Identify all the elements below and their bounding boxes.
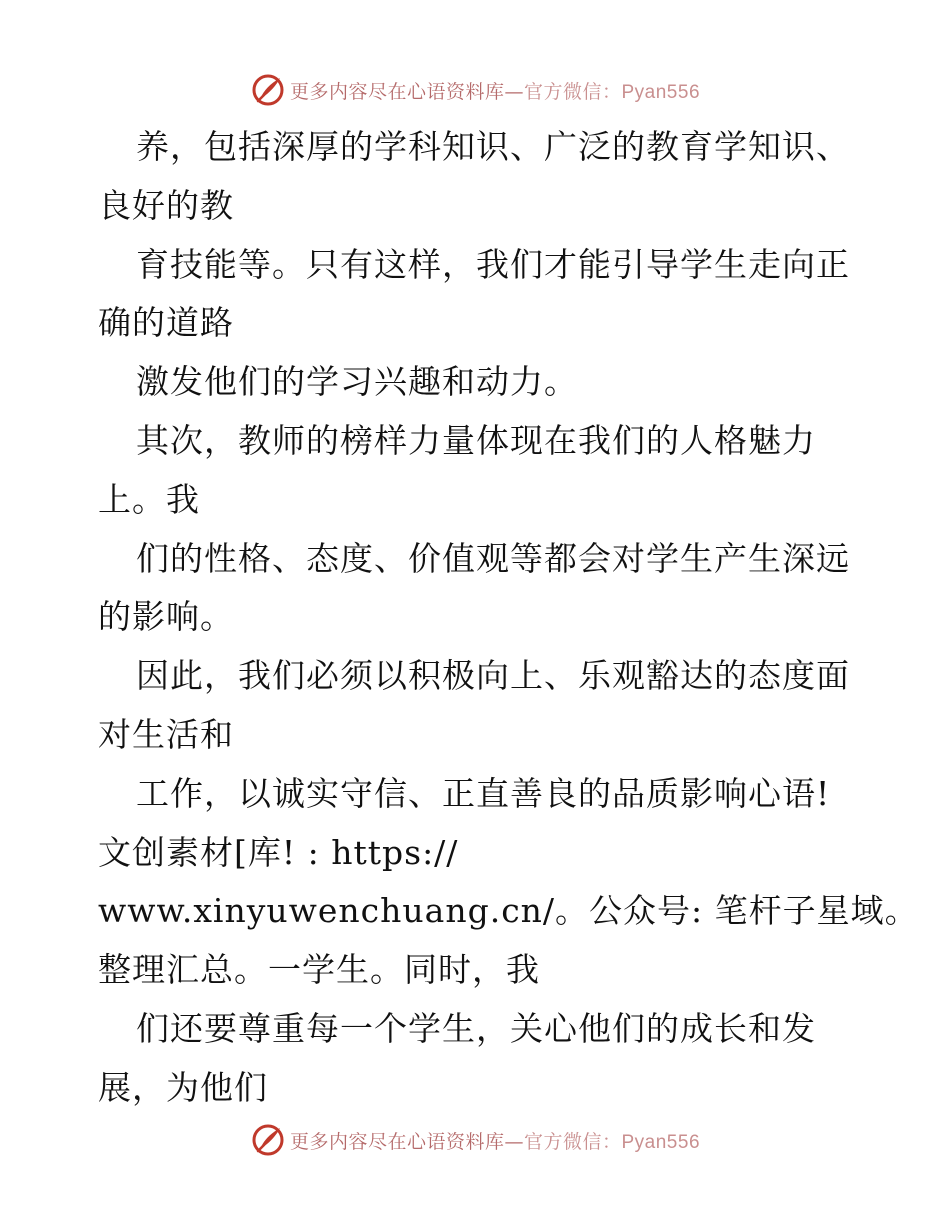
body-line: 确的道路 [98,303,234,343]
header-banner-separator: — [504,80,524,103]
body-line: 养，包括深厚的学科知识、广泛的教育学知识、 [136,127,850,166]
header-banner-wechat: 官方微信：Pyan556 [524,81,701,103]
body-line: 激发他们的学习兴趣和动力。 [136,362,578,402]
body-line: 整理汇总。一学生。同时，我 [98,950,540,990]
footer-banner-separator: — [504,1130,524,1153]
footer-banner [0,1120,950,1160]
document-body [98,118,919,1118]
body-line: www.xinyuwenchuang.cn/。公众号: 笔杆子星域。 [98,891,919,931]
body-line: 对生活和 [98,714,234,754]
header-banner [0,70,950,110]
body-line: 们还要尊重每一个学生，关心他们的成长和发 [136,1008,816,1048]
body-line: 因此，我们必须以积极向上、乐观豁达的态度面 [136,656,850,696]
feather-pen-logo-icon [250,1122,286,1158]
body-line: 们的性格、态度、价值观等都会对学生产生深远 [136,538,850,578]
body-line: 其次，教师的榜样力量体现在我们的人格魅力 [136,420,816,460]
body-line: 上。我 [98,479,200,519]
header-banner-text [290,77,700,104]
header-banner-title: 更多内容尽在心语资料库 [289,80,505,103]
footer-banner-text [290,1127,700,1154]
body-line: 良好的教 [98,185,234,225]
body-line: 文创素材[库! : https:// [98,832,459,872]
feather-pen-logo-icon [250,72,286,108]
body-line: 的影响。 [98,597,234,637]
body-line: 展，为他们 [98,1067,268,1107]
body-line: 育技能等。只有这样，我们才能引导学生走向正 [136,244,850,284]
footer-banner-wechat: 官方微信：Pyan556 [524,1131,701,1153]
body-line: 工作，以诚实守信、正直善良的品质影响心语! [136,773,831,813]
footer-banner-title: 更多内容尽在心语资料库 [289,1130,505,1153]
